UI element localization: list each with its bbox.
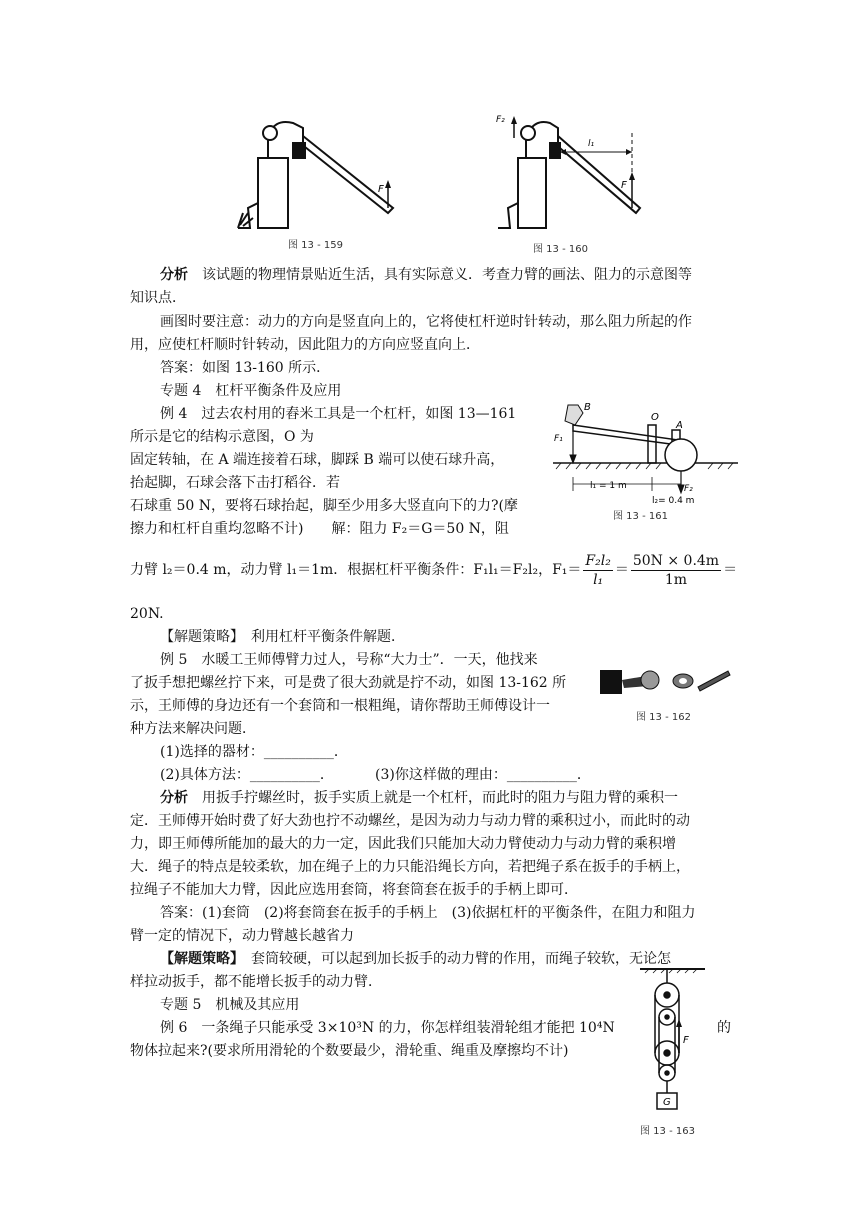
ex4-line4: 抬起脚，石球会落下击打稻谷．若: [130, 475, 340, 491]
fig161-f1-label: F₁: [554, 434, 563, 444]
fig162-caption: 图 13 - 162: [636, 712, 691, 723]
fig163-g-label: G: [663, 1097, 671, 1108]
fig159-force-label: F: [378, 184, 384, 195]
fig163-caption: 图 13 - 163: [640, 1126, 695, 1137]
ex6-line2: 物体拉起来?(要求所用滑轮的个数要最少，滑轮重、绳重及摩擦均不计): [130, 1043, 569, 1059]
analysis-line1: 分析 用扳手拧螺丝时，扳手实质上就是一个杠杆，而此时的阻力与阻力臂的乘积一: [160, 790, 678, 806]
ex5-line4: 种方法来解决问题．: [130, 721, 256, 737]
fig161-l2-label: l₂= 0.4 m: [652, 496, 695, 506]
p3-answer: 答案：如图 13-160 所示．: [160, 360, 331, 376]
ex4-line5: 石球重 50 N，要将石球抬起，脚至少用多大竖直向下的力?(摩: [130, 498, 518, 514]
p1-line1: 分析 该试题的物理情景贴近生活，具有实际意义．考查力臂的画法、阻力的示意图等: [160, 267, 692, 283]
ex4-line7: 力臂 l₂＝0.4 m，动力臂 l₁＝1m．根据杠杆平衡条件：F₁l₁＝F₂l₂，F₁＝: [130, 562, 582, 578]
fig160-l1-label: l₁: [588, 139, 595, 149]
fig161-caption: 图 13 - 161: [613, 511, 668, 522]
figure-13-160: [488, 108, 658, 246]
ex4-line1: 例 4 过去农村用的舂米工具是一个杠杆，如图 13—161: [160, 406, 517, 422]
p2-line2: 用，应使杠杆顺时针转动，因此阻力的方向应竖直向上．: [130, 337, 480, 353]
strategy-2-line2: 样拉动扳手，都不能增长扳手的动力臂．: [130, 974, 382, 990]
ex5-line2: 了扳手想把螺丝拧下来，可是费了很大劲就是拧不动，如图 13-162 所: [130, 675, 567, 691]
answer-line1: 答案：(1)套筒 (2)将套筒套在扳手的手柄上 (3)依据杠杆的平衡条件，在阻力和阻力: [160, 905, 696, 921]
analysis-line4: 大．绳子的特点是较柔软，加在绳子上的力只能沿绳长方向，若把绳子系在扳手的手柄上，: [130, 859, 690, 875]
fig161-b-label: B: [584, 402, 591, 413]
p1-line2: 知识点．: [130, 290, 186, 306]
fig161-l1-label: l₁ = 1 m: [590, 481, 627, 491]
fig160-f-label: F: [621, 180, 627, 191]
fig161-a-label: A: [676, 420, 683, 431]
figure-13-162: [598, 660, 733, 700]
ex6-line1: 例 6 一条绳子只能承受 3×10³N 的力，你怎样组装滑轮组才能把 10⁴N: [160, 1020, 615, 1036]
topic5-title: 专题 5 机械及其应用: [160, 997, 300, 1013]
analysis-line2: 定．王师傅开始时费了好大劲也拧不动螺丝，是因为动力与动力臂的乘积过小，而此时的动: [130, 813, 690, 829]
answer-line2: 臂一定的情况下，动力臂越长越省力: [130, 928, 354, 944]
ex4-line2: 所示是它的结构示意图，O 为: [130, 429, 314, 445]
fraction-2: $\frac{50N \times 0.4m}{1m}$: [632, 552, 720, 588]
p2-line1: 画图时要注意：动力的方向是竖直向上的，它将使杠杆逆时针转动，那么阻力所起的作: [160, 314, 692, 330]
strategy-1: 【解题策略】 利用杠杆平衡条件解题．: [160, 629, 405, 645]
figure-13-159: [228, 108, 408, 246]
strategy-2-line1: 【解题策略】 套筒较硬，可以起到加长扳手的动力臂的作用，而绳子较软，无论怎: [160, 951, 671, 967]
fig160-caption: 图 13 - 160: [533, 244, 588, 255]
analysis-line3: 力，即王师傅所能加的最大的力一定，因此我们只能加大动力臂使动力与动力臂的乘积增: [130, 836, 676, 852]
fig161-f2-label: F₂: [684, 484, 693, 494]
fig161-o-label: O: [651, 412, 659, 423]
fig163-f-label: F: [683, 1035, 689, 1046]
ex5-line3: 示，王师傅的身边还有一个套筒和一根粗绳，请你帮助王师傅设计一: [130, 698, 550, 714]
fig160-f2-label: F₂: [496, 115, 505, 125]
ex4-result: 20N.: [130, 606, 164, 622]
fig159-caption: 图 13 - 159: [288, 240, 343, 251]
fraction-1: $\frac{\text{F₂l₂}}{\text{l₁}}$: [585, 552, 611, 588]
question-1: (1)选择的器材：__________．: [160, 744, 348, 760]
ex4-line6: 擦力和杠杆自重均忽略不计) 解：阻力 F₂＝G＝50 N，阻: [130, 521, 509, 537]
ex4-line3: 固定转轴，在 A 端连接着石球，脚踩 B 端可以使石球升高，: [130, 452, 505, 468]
ex6-line1-end: 的: [717, 1020, 731, 1036]
ex4-equation-line: 力臂 l₂＝0.4 m，动力臂 l₁＝1m．根据杠杆平衡条件：F₁l₁＝F₂l₂，F₁＝ $\frac{\text{F₂l₂}}{\text{l₁}}$ ＝ $\frac{50N \times 0.4m}{1m}$ ＝: [130, 552, 738, 588]
question-3: (3)你这样做的理由：__________．: [375, 767, 591, 783]
figure-13-163: [635, 965, 710, 1120]
figure-13-161: [548, 395, 738, 520]
ex5-line1: 例 5 水暖工王师傅臂力过人，号称“大力士”．一天，他找来: [160, 652, 538, 668]
question-2: (2)具体方法：__________．: [160, 767, 334, 783]
topic4-title: 专题 4 杠杆平衡条件及应用: [160, 383, 342, 399]
analysis-line5: 拉绳子不能加大力臂，因此应选用套筒，将套筒套在扳手的手柄上即可．: [130, 882, 578, 898]
